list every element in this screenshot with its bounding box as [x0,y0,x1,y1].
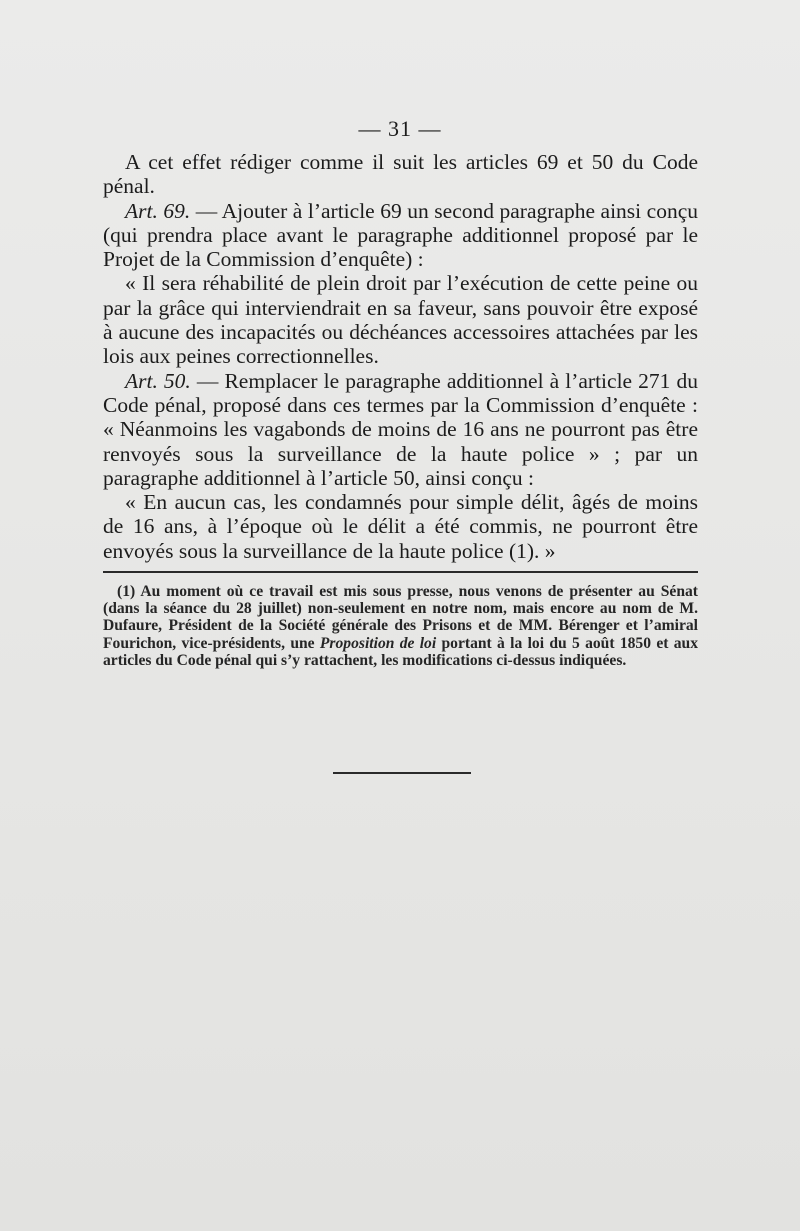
footnote-text-1: (1) Au moment où ce travail est mis sous presse, nous venons de présenter au Sénat (dans la séance du 28 juillet) non-seulement en notre nom, mais encore au nom de M. Dufaure, Président de la Société générale des Prisons et de MM. Bérenger et l’amiral Fourichon, vice-présidents, une [103,583,698,652]
page-number: — 31 — [358,116,442,141]
article-label-69: Art. 69. [125,198,191,223]
article-text-69: — Ajouter à l’article 69 un second paragraphe ainsi conçu (qui prendra place avant le paragraphe additionnel proposé par le Projet de la Commission d’enquête) : [103,198,698,272]
end-rule [333,772,471,774]
paragraph-art-50 [103,369,698,490]
article-text-50: — Remplacer le paragraphe additionnel à l’article 271 du Code pénal, proposé dans ces termes par la Commission d’enquête : « Néanmoins les vagabonds de moins de 16 ans ne pourront pas être renvoyés sous la surveillance de la haute police » ; par un paragraphe additionnel à l’article 50, ainsi conçu : [103,368,698,490]
footnote-italic: Proposition de loi [319,634,437,652]
footnote-divider [103,571,698,573]
article-label-50: Art. 50. [125,368,191,393]
paragraph-quote-condamnes: « En aucun cas, les condamnés pour simple délit, âgés de moins de 16 ans, à l’époque où le délit a été commis, ne pourront être envoyés sous la surveillance de la haute police (1). » [103,490,698,563]
footnote-text-2: portant à la loi du 5 août 1850 et aux articles du Code pénal qui s’y rattachent, les modifications ci-dessus indiquées. [103,634,699,669]
paragraph-intro: A cet effet rédiger comme il suit les articles 69 et 50 du Code pénal. [103,150,698,199]
paragraph-art-69 [103,199,698,272]
footnote [103,583,698,669]
paragraph-quote-rehabilitation: « Il sera réhabilité de plein droit par l’exécution de cette peine ou par la grâce qui interviendrait en sa faveur, sans pouvoir être exposé à aucune des incapacités ou déchéances accessoires attachées par les lois aux peines correctionnelles. [103,271,698,369]
main-text [103,150,698,563]
